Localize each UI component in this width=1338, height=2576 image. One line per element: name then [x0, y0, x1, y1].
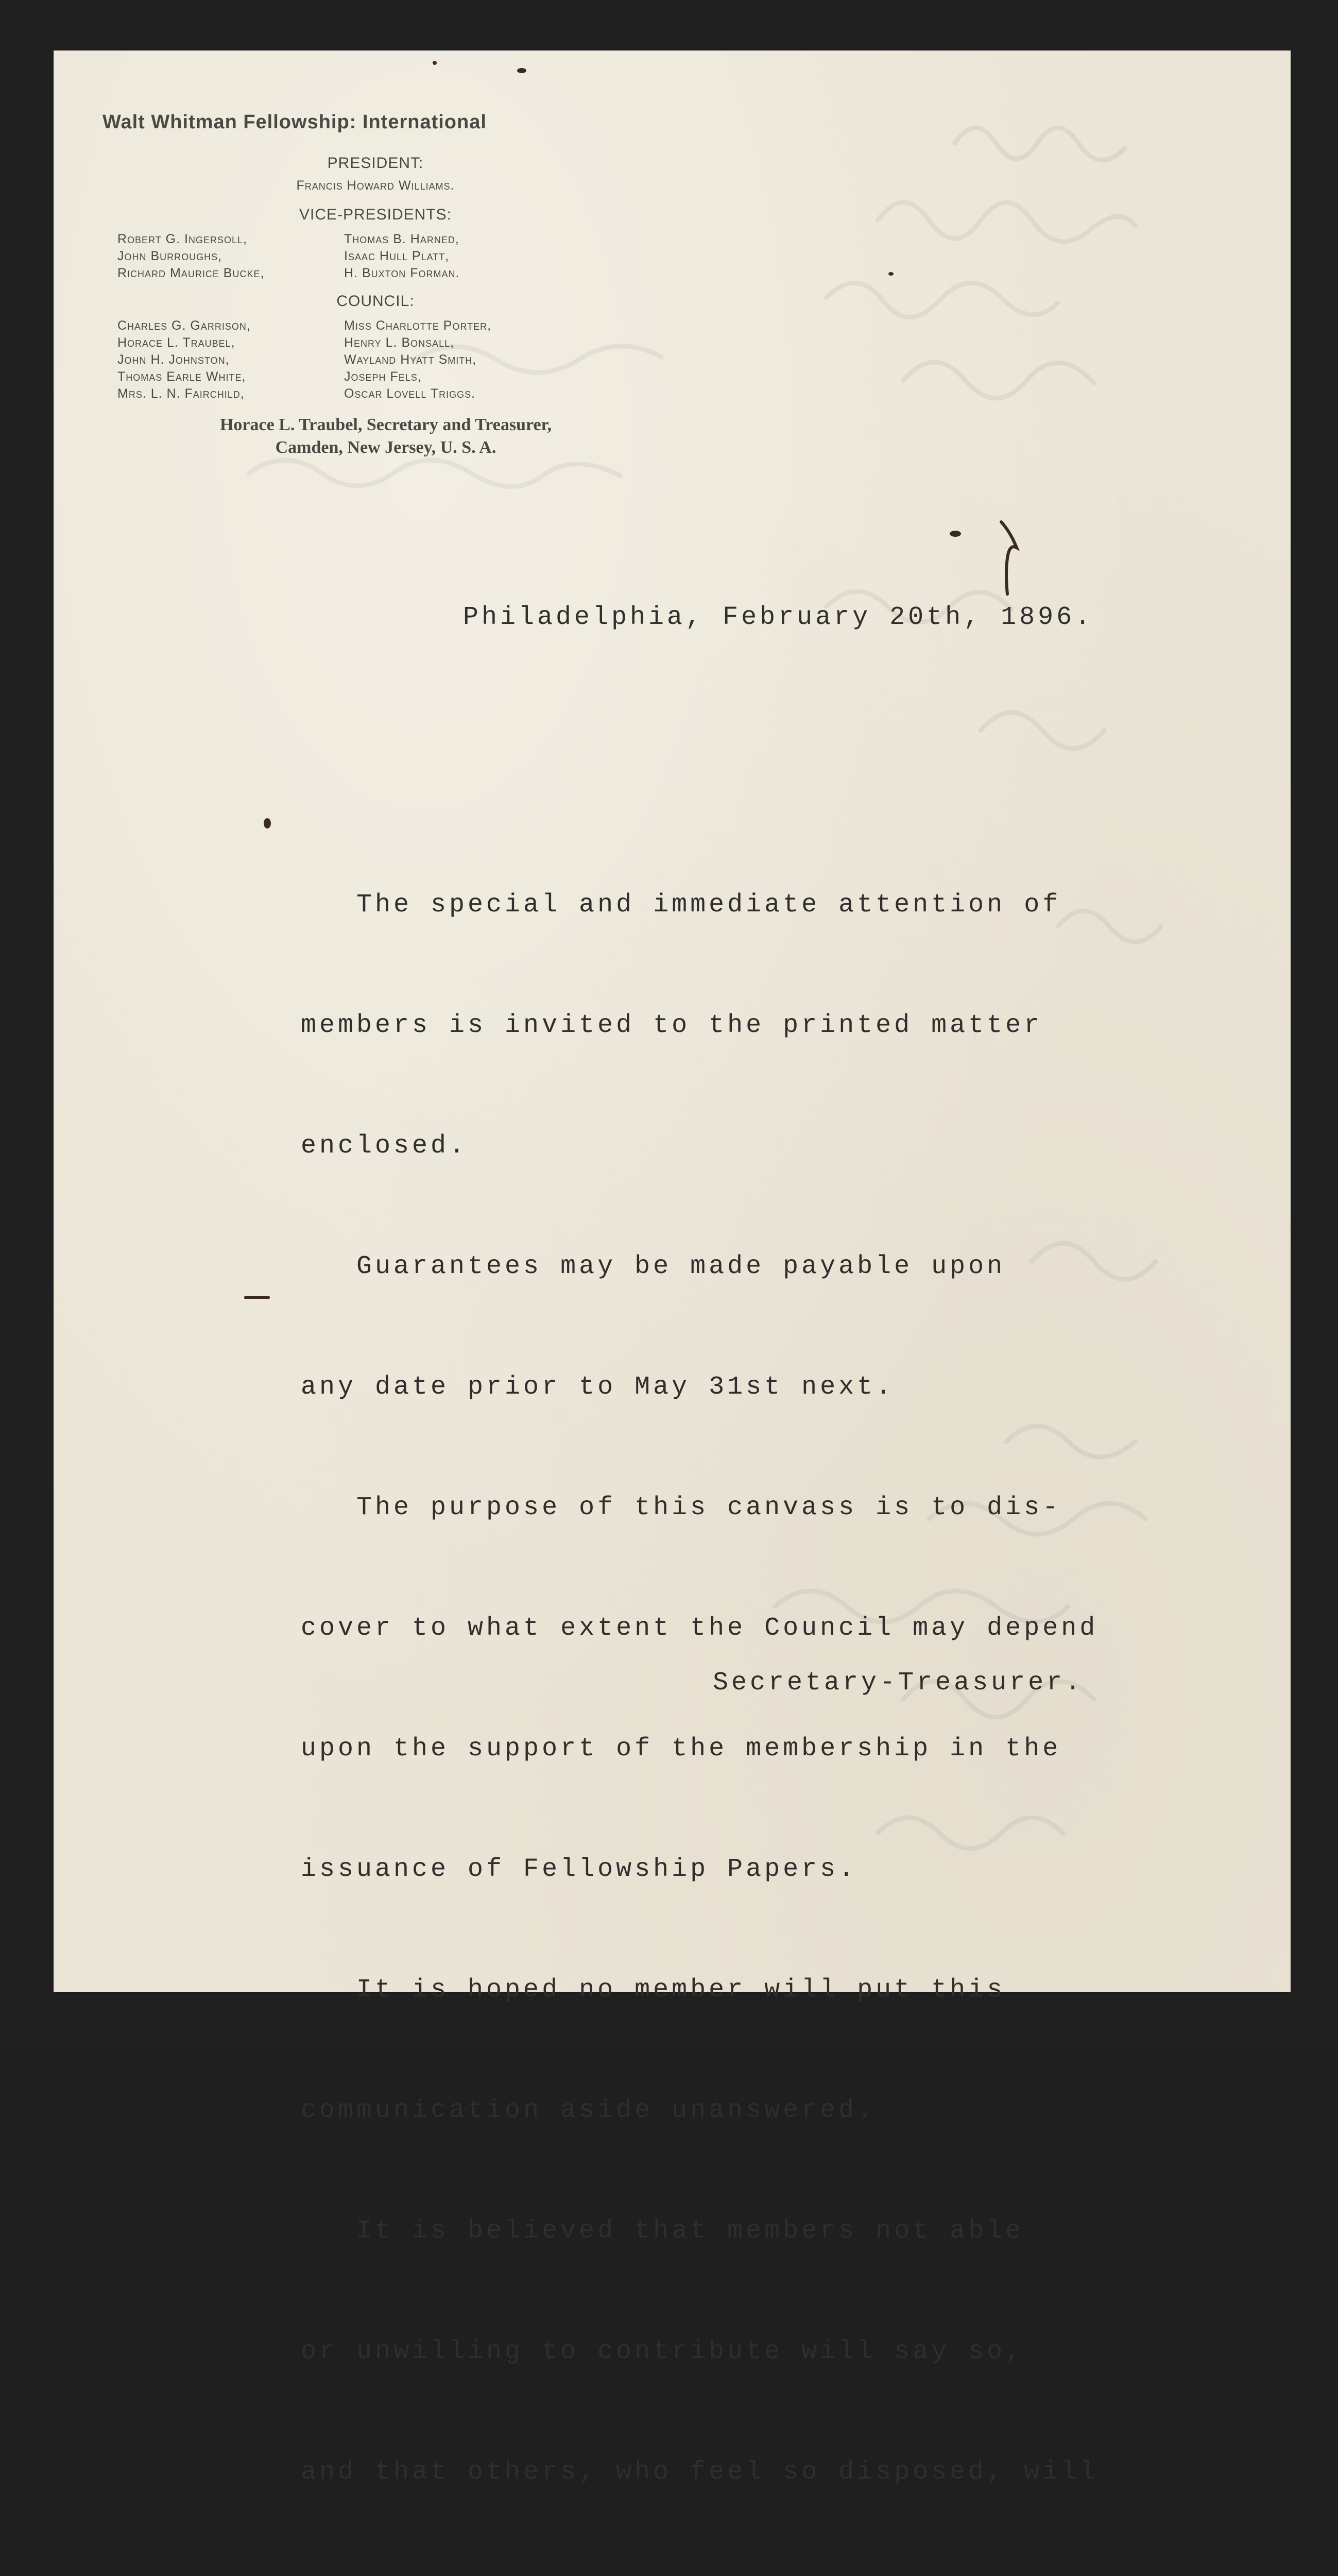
council-member-name: John H. Johnston,	[117, 352, 230, 367]
president-heading: PRESIDENT:	[327, 155, 424, 172]
dateline: Philadelphia, February 20th, 1896.	[463, 603, 1094, 632]
body-line: cover to what extent the Council may depend	[301, 1614, 1099, 1643]
body-line: and that others, who feel so disposed, will	[301, 2458, 1099, 2487]
council-member-name: Wayland Hyatt Smith,	[344, 352, 477, 367]
ink-speck	[264, 818, 271, 828]
vice-presidents-left-column	[117, 231, 264, 282]
council-heading: COUNCIL:	[336, 293, 415, 310]
secretary-line: Horace L. Traubel, Secretary and Treasurer,	[219, 415, 552, 434]
vice-presidents-right-column	[344, 231, 459, 282]
vice-president-name: H. Buxton Forman.	[344, 266, 460, 280]
council-member-name: Joseph Fels,	[344, 369, 422, 384]
body-line: Guarantees may be made payable upon	[301, 1252, 1006, 1281]
council-member-name: Miss Charlotte Porter,	[344, 318, 492, 333]
body-line: issuance of Fellowship Papers.	[301, 1855, 857, 1884]
body-line: The special and immediate attention of	[301, 890, 1061, 920]
body-line: members is invited to the printed matter	[301, 1011, 1043, 1040]
president-name: Francis Howard Williams.	[296, 178, 455, 193]
signoff: Secretary-Treasurer.	[713, 1668, 1084, 1698]
body-line: The purpose of this canvass is to dis-	[301, 1493, 1061, 1522]
ink-speck	[244, 1296, 270, 1299]
vice-president-name: Isaac Hull Platt,	[344, 249, 450, 263]
address-line: Camden, New Jersey, U. S. A.	[275, 438, 496, 457]
council-member-name: Oscar Lovell Triggs.	[344, 386, 476, 401]
council-left-column	[117, 317, 251, 402]
ink-stroke	[991, 519, 1022, 597]
council-member-name: Mrs. L. N. Fairchild,	[117, 386, 245, 401]
letterhead-title: Walt Whitman Fellowship: International	[102, 111, 487, 133]
body-line: or unwilling to contribute will say so,	[301, 2337, 1024, 2366]
vice-presidents-heading: VICE-PRESIDENTS:	[299, 206, 452, 223]
body-line: It is believed that members not able	[301, 2216, 1024, 2246]
vice-president-name: John Burroughs,	[117, 249, 222, 263]
body-line: upon the support of the membership in the	[301, 1734, 1061, 1764]
council-right-column	[344, 317, 491, 402]
vice-president-name: Richard Maurice Bucke,	[117, 266, 265, 280]
ink-speck	[433, 61, 437, 65]
letterhead	[54, 50, 672, 514]
body-line	[301, 2573, 1098, 2576]
council-member-name: Henry L. Bonsall,	[344, 335, 455, 350]
council-member-name: Horace L. Traubel,	[117, 335, 235, 350]
vice-president-name: Robert G. Ingersoll,	[117, 232, 247, 246]
council-member-name: Charles G. Garrison,	[117, 318, 251, 333]
body-line: communication aside unanswered.	[301, 2096, 876, 2125]
body-line: It is hoped no member will put this	[301, 1975, 1006, 2005]
body-line: any date prior to May 31st next.	[301, 1372, 895, 1402]
ink-speck	[888, 272, 894, 276]
ink-speck	[517, 68, 526, 73]
body-line: enclosed.	[301, 1131, 468, 1161]
council-member-name: Thomas Earle White,	[117, 369, 246, 384]
letter-sheet	[54, 50, 1291, 2487]
ink-speck	[950, 531, 961, 537]
vice-president-name: Thomas B. Harned,	[344, 232, 459, 246]
